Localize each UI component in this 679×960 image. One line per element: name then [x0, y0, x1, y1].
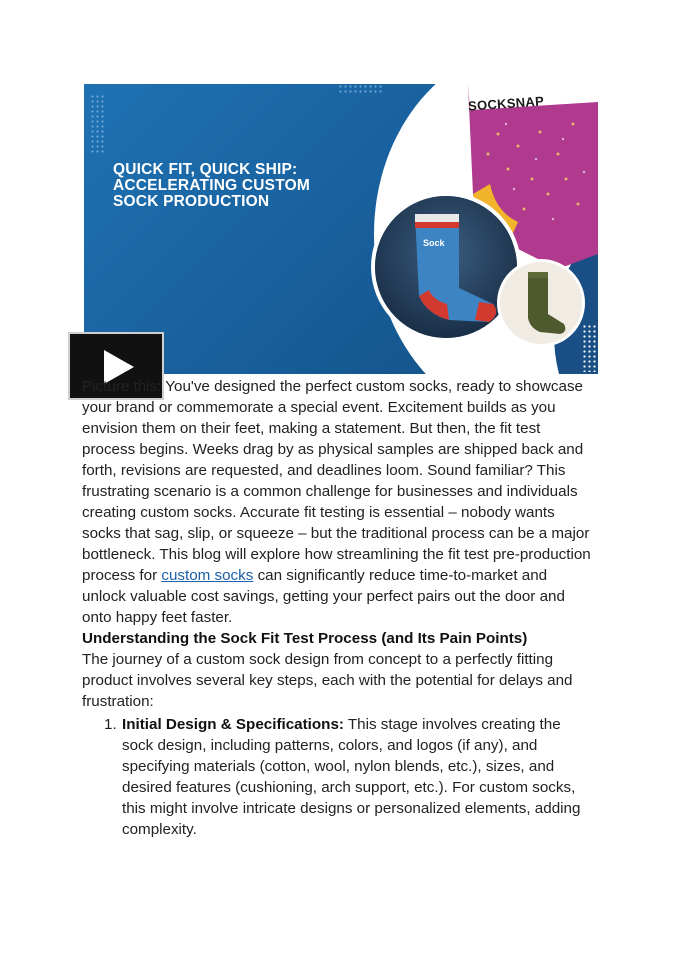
- hero-banner: [84, 84, 598, 374]
- green-sock-photo: [497, 259, 585, 347]
- dot-pattern: [582, 324, 596, 372]
- banner-title-line: QUICK FIT, QUICK SHIP:: [113, 161, 298, 178]
- dot-pattern: [90, 94, 104, 154]
- blue-sock-icon: [375, 196, 517, 338]
- intro-text: Picture this: You've designed the perfect custom socks, ready to showcase your brand or commemorate a special event. Excitement builds as you envision them on their feet, making a statement. But then, the fit test process begins. Weeks drag by as physical samples are shipped back and forth, revisions are requested, and deadlines loom. Sound familiar? This frustrating scenario is a common challenge for businesses and individuals creating custom socks. Accurate fit testing is essential – nobody wants socks that sag, slip, or squeeze – but the traditional process can be a major bottleneck. This blog will explore how streamlining the fit test pre-production process for: [82, 378, 591, 584]
- banner-title: [113, 162, 343, 210]
- intro-paragraph: [82, 376, 592, 628]
- list-item-title: Initial Design & Specifications:: [122, 716, 344, 733]
- list-item: [82, 714, 592, 840]
- banner-title-line: SOCK PRODUCTION: [113, 193, 270, 210]
- steps-list: [82, 714, 592, 840]
- custom-socks-link[interactable]: custom socks: [161, 567, 254, 584]
- banner-title-line: ACCELERATING CUSTOM: [113, 177, 310, 194]
- list-number: 1.: [104, 716, 117, 733]
- blue-sock-photo: [371, 192, 521, 342]
- svg-text:Sock: Sock: [423, 238, 445, 248]
- brand-logo: SOCKSNAP: [467, 93, 545, 114]
- intro-text-continued: can significantly reduce time-to-market and unlock valuable cost savings, getting your perfect pairs out the door and onto happy feet faster.: [82, 567, 565, 626]
- list-item-body: This stage involves creating the sock design, including patterns, colors, and logos (if any), and specifying materials (cotton, wool, nylon blends, etc.), sizes, and desired features (cushioning, arch support, etc.). For custom socks, this might involve intricate designs or personalized elements, adding complexity.: [122, 716, 581, 838]
- green-sock-icon: [500, 262, 582, 344]
- article-intro: [82, 376, 592, 712]
- dot-pattern: [338, 84, 384, 94]
- section-heading: Understanding the Sock Fit Test Process (and Its Pain Points): [82, 630, 528, 647]
- section-body: The journey of a custom sock design from concept to a perfectly fitting product involves several key steps, each with the potential for delays and frustration:: [82, 651, 573, 710]
